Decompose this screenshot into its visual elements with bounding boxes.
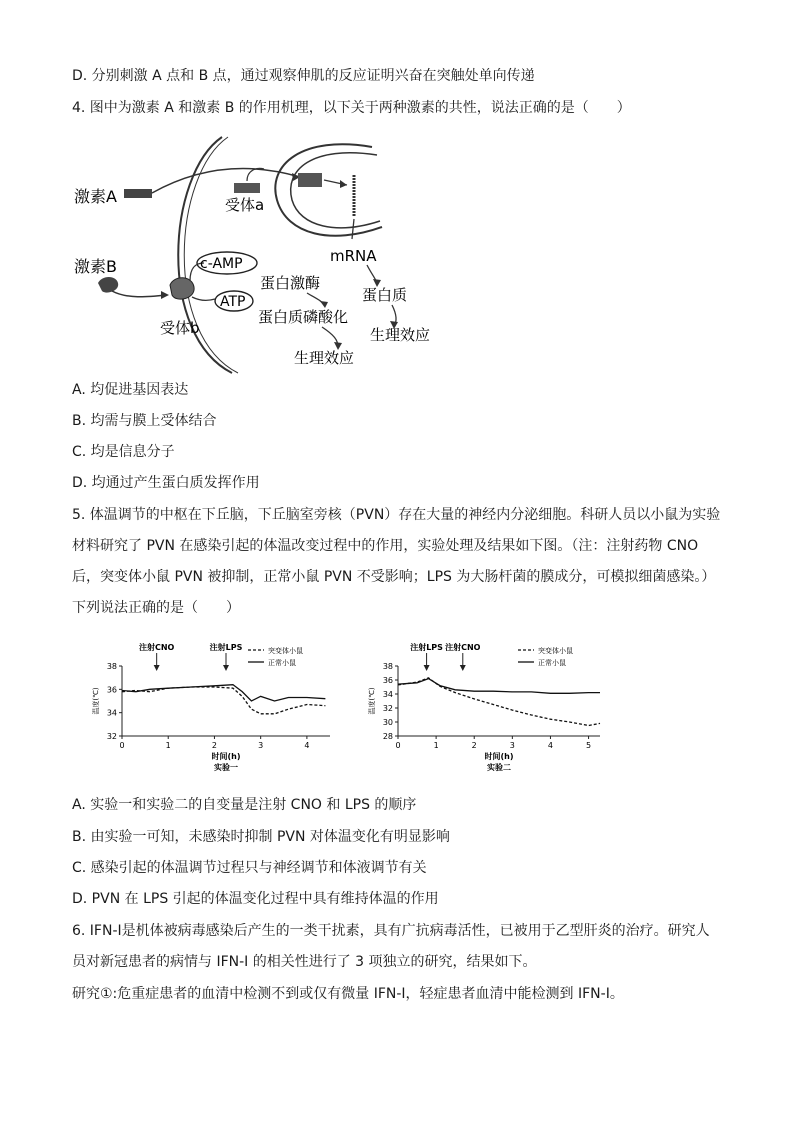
x-axis-label: 时间(h) [484, 752, 514, 761]
x-tick-label: 3 [258, 741, 264, 750]
y-tick-label: 38 [382, 662, 393, 671]
y-tick-label: 34 [382, 690, 393, 699]
receptor-b-label: 受体b [160, 319, 200, 337]
hormone-b-label: 激素B [74, 257, 117, 276]
hormone-a-label: 激素A [74, 187, 117, 206]
q5-option-c: C. 感染引起的体温调节过程只与神经调节和体液调节有关 [72, 860, 427, 876]
q4-option-c: C. 均是信息分子 [72, 444, 175, 460]
effect-left-label: 生理效应 [294, 349, 355, 367]
injection-arrowhead [424, 665, 430, 671]
q4-hormone-diagram [72, 135, 452, 375]
y-tick-label: 38 [106, 662, 117, 671]
chart-title: 实验一 [214, 763, 238, 772]
receptor-a-icon [234, 183, 260, 193]
injection-arrowhead [460, 665, 466, 671]
y-tick-label: 32 [382, 704, 393, 713]
effect-right-label: 生理效应 [370, 326, 431, 344]
phosphorylation-label: 蛋白质磷酸化 [258, 308, 349, 326]
series-line-mutant [122, 687, 325, 714]
legend-label: 突变体小鼠 [538, 647, 573, 655]
q4-stem: 4. 图中为激素 A 和激素 B 的作用机理，以下关于两种激素的共性，说法正确的是（ ） [72, 100, 631, 116]
kinase-label: 蛋白激酶 [260, 274, 321, 292]
q6-stem-line-2: 员对新冠患者的病情与 IFN-I 的相关性进行了 3 项独立的研究，结果如下。 [72, 954, 537, 970]
prev-option-d: D. 分别刺激 A 点和 B 点，通过观察伸肌的反应证明兴奋在突触处单向传递 [72, 68, 535, 84]
y-tick-label: 32 [106, 732, 117, 741]
y-tick-label: 36 [382, 676, 393, 685]
x-tick-label: 4 [547, 741, 553, 750]
x-axis-label: 时间(h) [211, 752, 241, 761]
x-tick-label: 1 [433, 741, 439, 750]
y-axis-label: 温度(℃) [92, 687, 100, 715]
q6-stem-line-1: 6. IFN-I是机体被病毒感染后产生的一类干扰素，具有广抗病毒活性，已被用于乙型肝炎的治疗。研究人 [72, 923, 710, 939]
q4-option-d: D. 均通过产生蛋白质发挥作用 [72, 475, 260, 491]
protein-label: 蛋白质 [362, 286, 408, 304]
injection-annotation: 注射LPS [410, 643, 443, 652]
x-tick-label: 4 [304, 741, 310, 750]
q4-option-b: B. 均需与膜上受体结合 [72, 413, 217, 429]
y-tick-label: 30 [382, 718, 393, 727]
injection-annotation: 注射CNO [138, 643, 175, 652]
injection-annotation: 注射CNO [445, 643, 481, 652]
experiment-two-chart [360, 638, 620, 778]
camp-label: c-AMP [200, 256, 243, 272]
x-tick-label: 5 [586, 741, 592, 750]
q5-option-d: D. PVN 在 LPS 引起的体温变化过程中具有维持体温的作用 [72, 891, 439, 907]
legend-label: 正常小鼠 [268, 659, 296, 667]
atp-label: ATP [220, 294, 246, 310]
y-tick-label: 36 [106, 685, 117, 695]
x-tick-label: 1 [165, 741, 171, 750]
receptor-a-label: 受体a [225, 196, 265, 214]
legend-label: 正常小鼠 [538, 659, 566, 667]
injection-arrowhead [223, 665, 229, 671]
q5-option-b: B. 由实验一可知，未感染时抑制 PVN 对体温变化有明显影响 [72, 829, 450, 845]
y-tick-label: 34 [106, 708, 117, 718]
q5-stem-line-4: 下列说法正确的是（ ） [72, 600, 240, 616]
y-tick-label: 28 [382, 732, 393, 741]
x-tick-label: 0 [395, 741, 401, 750]
mrna-label: mRNA [330, 247, 377, 265]
chart-title: 实验二 [487, 763, 511, 772]
series-line-mutant [398, 678, 600, 726]
x-tick-label: 2 [211, 741, 217, 750]
hormone-b-icon [98, 277, 118, 293]
legend-label: 突变体小鼠 [268, 647, 303, 655]
q5-option-a: A. 实验一和实验二的自变量是注射 CNO 和 LPS 的顺序 [72, 797, 417, 813]
q5-stem-line-3: 后，突变体小鼠 PVN 被抑制，正常小鼠 PVN 不受影响；LPS 为大肠杆菌的膜成分，可模拟细菌感染。） [72, 569, 716, 585]
hormone-receptor-complex [298, 173, 322, 187]
y-axis-label: 温度(℃) [368, 687, 376, 715]
q5-stem-line-1: 5. 体温调节的中枢在下丘脑，下丘脑室旁核（PVN）存在大量的神经内分泌细胞。科研人员以小鼠为实验 [72, 507, 721, 523]
q5-stem-line-2: 材料研究了 PVN 在感染引起的体温改变过程中的作用，实验处理及结果如下图。（注：注射药物 CNO [72, 538, 699, 554]
q6-stem-line-3: 研究①:危重症患者的血清中检测不到或仅有微量 IFN-I，轻症患者血清中能检测到 IFN-I。 [72, 986, 624, 1002]
q4-option-a: A. 均促进基因表达 [72, 382, 189, 398]
injection-arrowhead [154, 665, 160, 671]
hormone-a-icon [124, 189, 152, 198]
x-tick-label: 3 [509, 741, 515, 750]
injection-annotation: 注射LPS [209, 643, 243, 652]
experiment-one-chart [92, 638, 350, 778]
x-tick-label: 0 [119, 741, 125, 750]
x-tick-label: 2 [471, 741, 477, 750]
series-line-normal [398, 679, 600, 694]
